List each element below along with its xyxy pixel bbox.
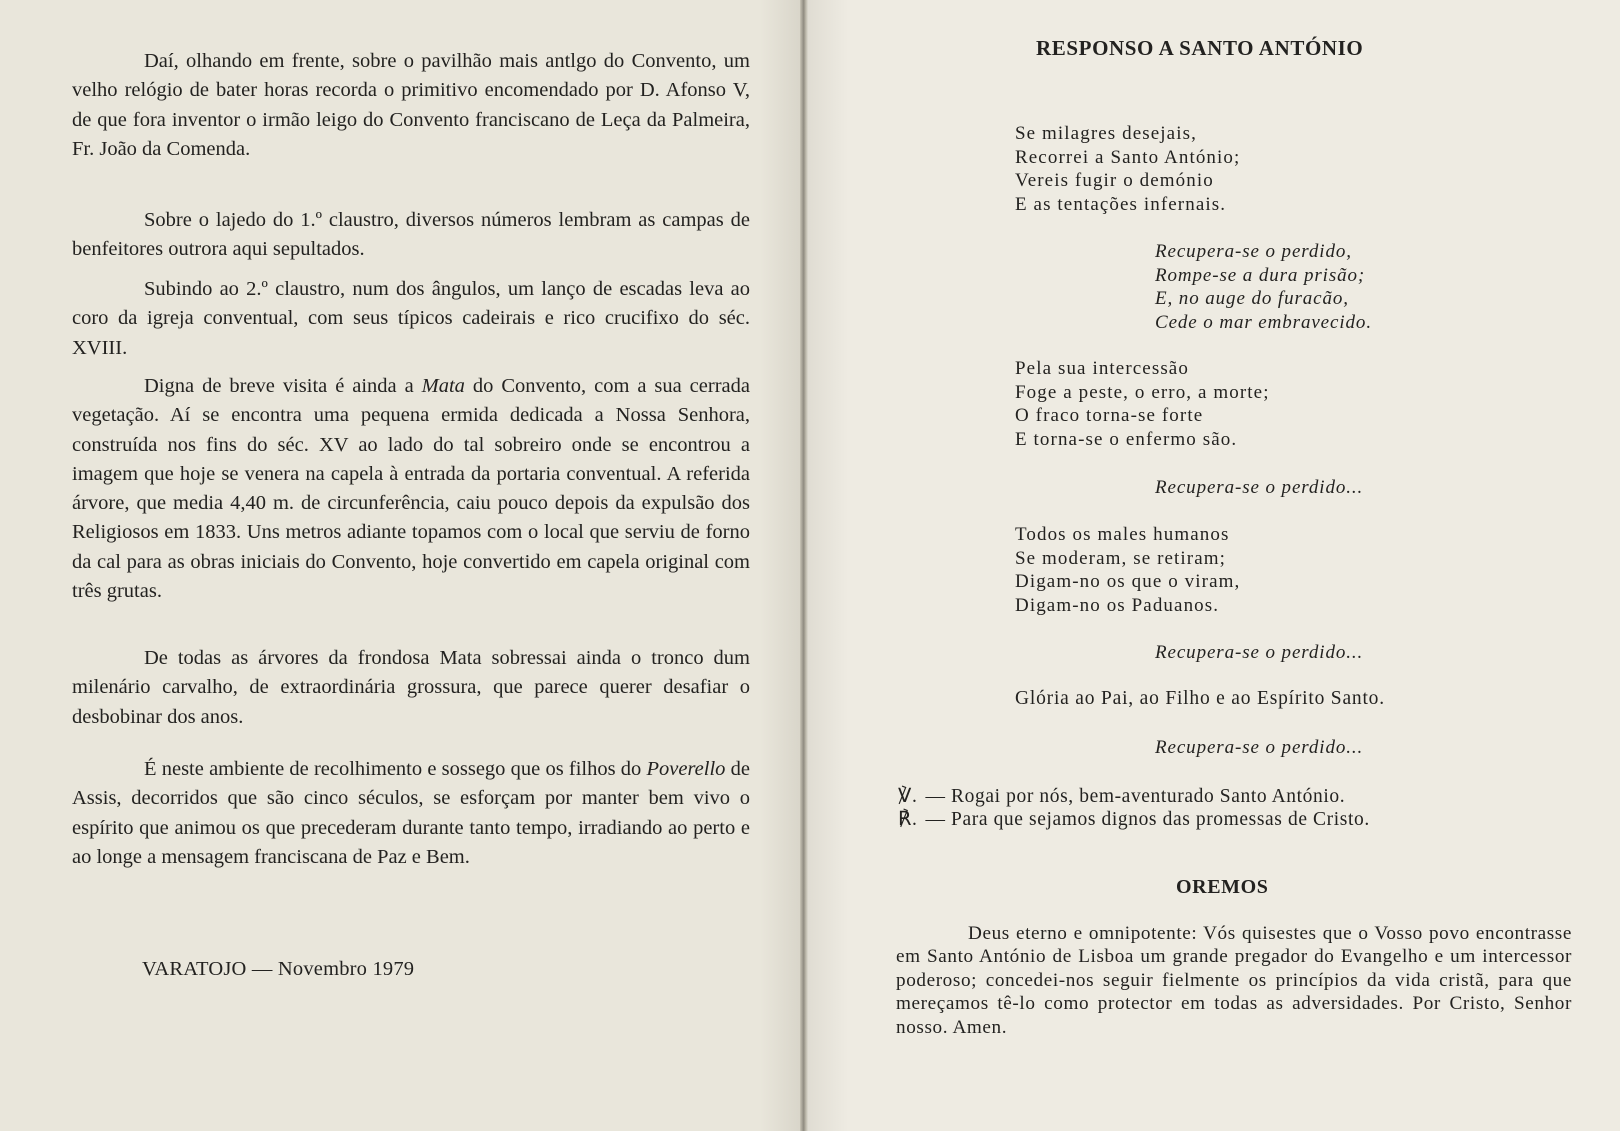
poverello-italic: Poverello [646,758,726,780]
response-symbol: ℟. [898,809,918,830]
versicle-line [898,784,1345,808]
paragraph-ambience [72,755,750,872]
stanza-2: Pela sua intercessão Foge a peste, o erro, a morte; O fraco torna-se forte E torna-se o enfermo são. [1015,358,1270,450]
stanza-1: Se milagres desejais, Recorrei a Santo António; Vereis fugir o demónio E as tentações infernais. [1015,123,1241,215]
versicle-text: — Rogai por nós, bem-aventurado Santo António. [925,786,1346,807]
mata-italic: Mata [421,375,465,397]
refrain-short-3: Recupera-se o perdido... [1155,737,1364,758]
oremos-title: OREMOS [1176,876,1269,898]
paragraph-clock: Daí, olhando em frente, sobre o pavilhão mais antlgo do Convento, um velho relógio de bater horas recorda o primitivo encomendado por D. Afonso V, de que fora inventor o irmão leigo do Convento franciscano de Leça da Palmeira, Fr. João da Comenda. [72,50,750,160]
left-page-gutter-shadow [760,0,802,1131]
place-date-signature: VARATOJO — Novembro 1979 [142,958,415,980]
paragraph-mata-text: de breve visita é ainda a [202,375,422,397]
response-text: — Para que sejamos dignos das promessas de Cristo. [925,809,1370,830]
paragraph-oak-tree: De todas as árvores da frondosa Mata sobressai ainda o tronco dum milenário carvalho, de extraordinária grossura, que parece querer desafiar o desbobinar dos anos. [72,647,750,728]
right-page-gutter-shadow [808,0,848,1131]
book-spine [800,0,808,1131]
response-line [898,807,1370,831]
stanza-3: Todos os males humanos Se moderam, se retiram; Digam-no os que o viram, Digam-no os Paduanos. [1015,524,1241,616]
prayer-paragraph: Deus eterno e omnipotente: Vós quisestes que o Vosso povo encontrasse em Santo António de Lisboa um grande pregador do Evangelho e um intercessor poderoso; concedei-nos seguir fielmente os princípios da vida cristã, para que mereçamos tê-lo como protector em todas as adversidades. Por Cristo, Senhor nosso. Amen. [896,923,1572,1038]
paragraph-ambience-lead: É neste ambiente de recolhimento e sossego que os filhos do [144,758,647,780]
paragraph-ambience-rest: de Assis, decorridos que são cinco séculos, se esforçam por manter bem vivo o espírito que animou os que precederam durante tanto tempo, irradiando ao perto e ao longe a mensagem franciscana de Paz e Bem. [72,758,750,868]
paragraph-second-cloister: Subindo ao 2.º claustro, num dos ângulos, um lanço de escadas leva ao coro da igreja conventual, com seus típicos cadeirais e rico crucifixo do séc. XVIII. [72,278,750,359]
responso-title: RESPONSO A SANTO ANTÓNIO [1036,36,1364,60]
versicle-symbol: ℣. [898,786,918,807]
refrain-full: Recupera-se o perdido, Rompe-se a dura prisão; E, no auge do furacão, Cede o mar embravecido. [1155,241,1372,333]
refrain-short-2: Recupera-se o perdido... [1155,642,1364,663]
gloria-line: Glória ao Pai, ao Filho e ao Espírito Santo. [1015,688,1385,709]
paragraph-mata-lead: Digna [144,375,195,397]
paragraph-mata [72,372,750,606]
refrain-short-1: Recupera-se o perdido... [1155,477,1364,498]
paragraph-mata-rest: do Convento, com a sua cerrada vegetação. Aí se encontra uma pequena ermida dedicada a Nossa Senhora, construída nos fins do séc. XV ao lado do tal sobreiro onde se encontrou a imagem que hoje se venera na capela à entrada da portaria conventual. A referida árvore, que media 4,40 m. de circunferência, caiu pouco depois da expulsão dos Religiosos em 1833. Uns metros adiante topamos com o local que serviu de forno da cal para as obras iniciais do Convento, hoje convertido em capela original com três grutas. [72,375,750,603]
paragraph-first-cloister: Sobre o lajedo do 1.º claustro, diversos números lembram as campas de benfeitores outrora aqui sepultados. [72,209,750,261]
